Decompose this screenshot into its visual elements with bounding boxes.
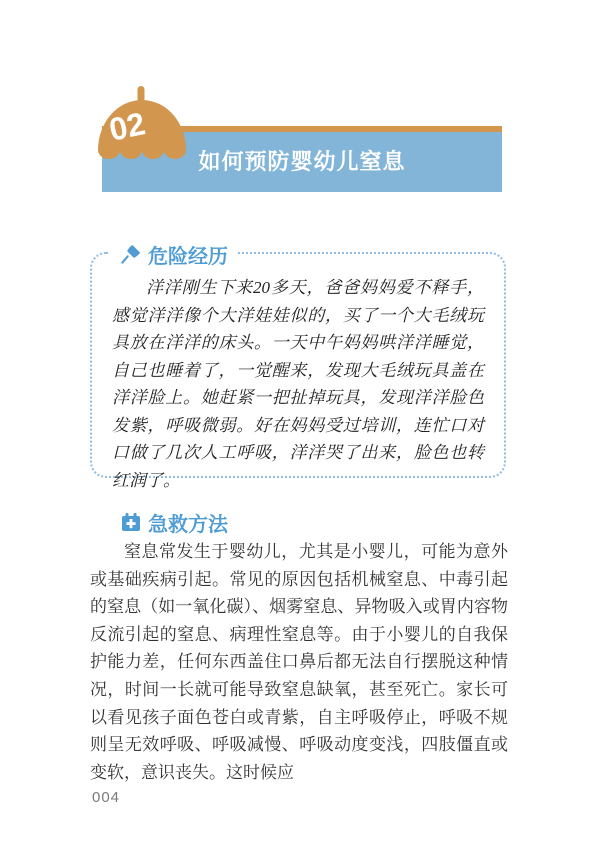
first-aid-heading-label: 急救方法 [148,513,228,536]
danger-experience-heading-label: 危险经历 [148,245,228,268]
first-aid-heading [121,509,228,535]
first-aid-kit-icon [121,512,141,532]
first-aid-body-text: 窒息常发生于婴幼儿，尤其是小婴儿，可能为意外或基础疾病引起。常见的原因包括机械窒息、中毒引起的窒息（如一氧化碳）、烟雾窒息、异物吸入或胃内容物反流引起的窒息、病理性窒息等。由于小婴儿的自我保护能力差，任何东西盖住口鼻后都无法自行摆脱这种情况，时间一长就可能导致窒息缺氧，甚至死亡。家长可以看见孩子面色苍白或青紫，自主呼吸停止，呼吸不规则呈无效呼吸、呼吸减慢、呼吸动度变浅，四肢僵直或变软，意识丧失。这时候应 [90,542,508,782]
danger-experience-heading [110,238,238,270]
umbrella-chapter-badge [94,86,190,170]
pushpin-icon [120,244,141,265]
page-number: 004 [92,789,121,806]
danger-experience-story: 洋洋刚生下来20多天，爸爸妈妈爱不释手，感觉洋洋像个大洋娃娃似的，买了一个大毛绒玩具放在洋洋的床头。一天中午妈妈哄洋洋睡觉，自己也睡着了，一觉醒来，发现大毛绒玩具盖在洋洋脸上。她赶紧一把扯掉玩具，发现洋洋脸色发紫，呼吸微弱。好在妈妈受过培训，连忙口对口做了几次人工呼吸，洋洋哭了出来，脸色也转红润了。 [112,278,484,490]
chapter-number: 02 [105,105,149,148]
page-title: 如何预防婴幼儿窒息 [198,149,406,174]
section-danger-experience [90,245,506,490]
